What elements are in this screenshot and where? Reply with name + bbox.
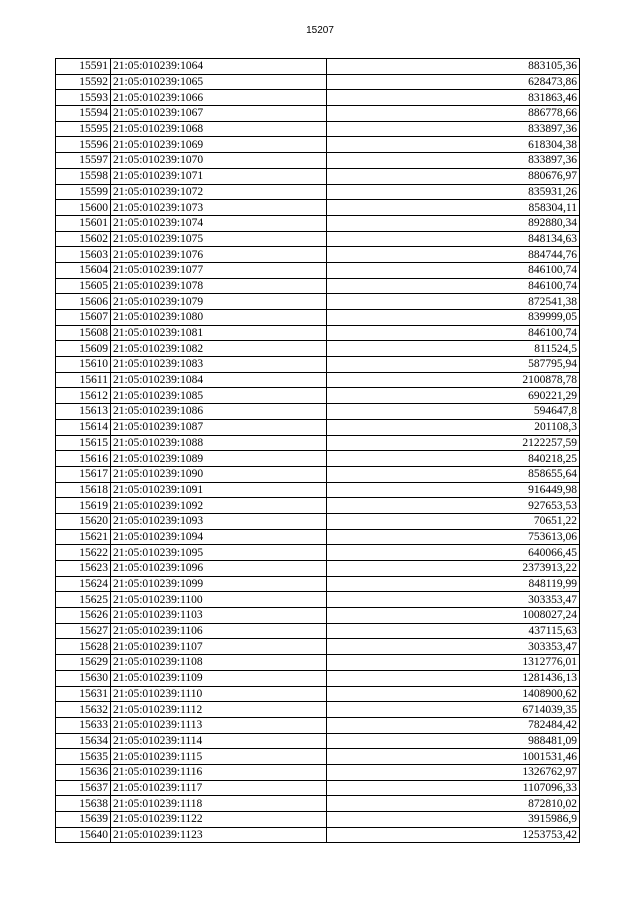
cadastral-number-cell: 21:05:010239:1123: [111, 827, 327, 843]
row-number-cell: 15606: [56, 294, 111, 310]
row-number-cell: 15619: [56, 498, 111, 514]
value-cell: 916449,98: [327, 482, 580, 498]
cadastral-number-cell: 21:05:010239:1114: [111, 733, 327, 749]
table-row: [56, 498, 580, 514]
cadastral-number-cell: 21:05:010239:1110: [111, 686, 327, 702]
value-cell: 640066,45: [327, 545, 580, 561]
table-row: [56, 513, 580, 529]
cadastral-number-cell: 21:05:010239:1100: [111, 592, 327, 608]
cadastral-number-cell: 21:05:010239:1122: [111, 812, 327, 828]
row-number-cell: 15633: [56, 717, 111, 733]
row-number-cell: 15609: [56, 341, 111, 357]
value-cell: 6714039,35: [327, 702, 580, 718]
value-cell: 846100,74: [327, 278, 580, 294]
table-row: [56, 529, 580, 545]
cadastral-number-cell: 21:05:010239:1066: [111, 90, 327, 106]
value-cell: 886778,66: [327, 106, 580, 122]
value-cell: 858655,64: [327, 466, 580, 482]
row-number-cell: 15601: [56, 215, 111, 231]
value-cell: 690221,29: [327, 388, 580, 404]
row-number-cell: 15621: [56, 529, 111, 545]
cadastral-number-cell: 21:05:010239:1077: [111, 262, 327, 278]
value-cell: 833897,36: [327, 121, 580, 137]
cadastral-number-cell: 21:05:010239:1080: [111, 310, 327, 326]
cadastral-number-cell: 21:05:010239:1115: [111, 749, 327, 765]
cadastral-number-cell: 21:05:010239:1099: [111, 576, 327, 592]
row-number-cell: 15635: [56, 749, 111, 765]
table-row: [56, 419, 580, 435]
value-cell: 927653,53: [327, 498, 580, 514]
value-cell: 303353,47: [327, 639, 580, 655]
row-number-cell: 15617: [56, 466, 111, 482]
table-row: [56, 388, 580, 404]
value-cell: 2373913,22: [327, 561, 580, 577]
table-row: [56, 780, 580, 796]
cadastral-number-cell: 21:05:010239:1094: [111, 529, 327, 545]
table-row: [56, 608, 580, 624]
table-row: [56, 733, 580, 749]
value-cell: 618304,38: [327, 137, 580, 153]
row-number-cell: 15618: [56, 482, 111, 498]
row-number-cell: 15594: [56, 106, 111, 122]
value-cell: 753613,06: [327, 529, 580, 545]
row-number-cell: 15630: [56, 670, 111, 686]
row-number-cell: 15623: [56, 561, 111, 577]
table-row: [56, 670, 580, 686]
value-cell: 811524,5: [327, 341, 580, 357]
value-cell: 848119,99: [327, 576, 580, 592]
row-number-cell: 15627: [56, 623, 111, 639]
value-cell: 883105,36: [327, 59, 580, 75]
cadastral-number-cell: 21:05:010239:1087: [111, 419, 327, 435]
value-cell: 846100,74: [327, 325, 580, 341]
table-row: [56, 247, 580, 263]
table-row: [56, 121, 580, 137]
cadastral-number-cell: 21:05:010239:1108: [111, 655, 327, 671]
cadastral-number-cell: 21:05:010239:1088: [111, 435, 327, 451]
row-number-cell: 15613: [56, 404, 111, 420]
value-cell: 70651,22: [327, 513, 580, 529]
cadastral-number-cell: 21:05:010239:1093: [111, 513, 327, 529]
value-cell: 1281436,13: [327, 670, 580, 686]
value-cell: 303353,47: [327, 592, 580, 608]
table-row: [56, 623, 580, 639]
cadastral-number-cell: 21:05:010239:1083: [111, 357, 327, 373]
value-cell: 840218,25: [327, 451, 580, 467]
cadastral-number-cell: 21:05:010239:1067: [111, 106, 327, 122]
row-number-cell: 15631: [56, 686, 111, 702]
value-cell: 3915986,9: [327, 812, 580, 828]
value-cell: 848134,63: [327, 231, 580, 247]
row-number-cell: 15593: [56, 90, 111, 106]
cadastral-number-cell: 21:05:010239:1116: [111, 764, 327, 780]
value-cell: 872541,38: [327, 294, 580, 310]
value-cell: 437115,63: [327, 623, 580, 639]
row-number-cell: 15597: [56, 153, 111, 169]
cadastral-number-cell: 21:05:010239:1070: [111, 153, 327, 169]
cadastral-number-cell: 21:05:010239:1074: [111, 215, 327, 231]
value-cell: 884744,76: [327, 247, 580, 263]
table-row: [56, 561, 580, 577]
table-row: [56, 702, 580, 718]
value-cell: 833897,36: [327, 153, 580, 169]
cadastral-number-cell: 21:05:010239:1071: [111, 168, 327, 184]
table-row: [56, 106, 580, 122]
row-number-cell: 15624: [56, 576, 111, 592]
table-row: [56, 325, 580, 341]
table-row: [56, 262, 580, 278]
row-number-cell: 15632: [56, 702, 111, 718]
table-row: [56, 466, 580, 482]
value-cell: 782484,42: [327, 717, 580, 733]
cadastral-number-cell: 21:05:010239:1064: [111, 59, 327, 75]
row-number-cell: 15607: [56, 310, 111, 326]
row-number-cell: 15611: [56, 372, 111, 388]
table-row: [56, 90, 580, 106]
cadastral-number-cell: 21:05:010239:1089: [111, 451, 327, 467]
value-cell: 839999,05: [327, 310, 580, 326]
table-row: [56, 215, 580, 231]
row-number-cell: 15591: [56, 59, 111, 75]
value-cell: 594647,8: [327, 404, 580, 420]
cadastral-number-cell: 21:05:010239:1073: [111, 200, 327, 216]
value-cell: 1008027,24: [327, 608, 580, 624]
row-number-cell: 15620: [56, 513, 111, 529]
value-cell: 628473,86: [327, 74, 580, 90]
cadastral-number-cell: 21:05:010239:1118: [111, 796, 327, 812]
row-number-cell: 15629: [56, 655, 111, 671]
value-cell: 1312776,01: [327, 655, 580, 671]
table-row: [56, 639, 580, 655]
cadastral-number-cell: 21:05:010239:1085: [111, 388, 327, 404]
table-row: [56, 231, 580, 247]
table-row: [56, 278, 580, 294]
row-number-cell: 15595: [56, 121, 111, 137]
value-cell: 1326762,97: [327, 764, 580, 780]
cadastral-number-cell: 21:05:010239:1076: [111, 247, 327, 263]
value-cell: 1107096,33: [327, 780, 580, 796]
table-row: [56, 717, 580, 733]
value-cell: 835931,26: [327, 184, 580, 200]
row-number-cell: 15625: [56, 592, 111, 608]
row-number-cell: 15634: [56, 733, 111, 749]
row-number-cell: 15596: [56, 137, 111, 153]
cadastral-number-cell: 21:05:010239:1075: [111, 231, 327, 247]
row-number-cell: 15636: [56, 764, 111, 780]
row-number-cell: 15628: [56, 639, 111, 655]
value-cell: 858304,11: [327, 200, 580, 216]
table-row: [56, 137, 580, 153]
value-cell: 831863,46: [327, 90, 580, 106]
value-cell: 846100,74: [327, 262, 580, 278]
table-row: [56, 686, 580, 702]
cadastral-number-cell: 21:05:010239:1078: [111, 278, 327, 294]
value-cell: 1408900,62: [327, 686, 580, 702]
cadastral-number-cell: 21:05:010239:1092: [111, 498, 327, 514]
row-number-cell: 15608: [56, 325, 111, 341]
table-row: [56, 372, 580, 388]
row-number-cell: 15614: [56, 419, 111, 435]
table-row: [56, 184, 580, 200]
cadastral-number-cell: 21:05:010239:1090: [111, 466, 327, 482]
table-row: [56, 74, 580, 90]
cadastral-number-cell: 21:05:010239:1095: [111, 545, 327, 561]
cadastral-number-cell: 21:05:010239:1109: [111, 670, 327, 686]
table-row: [56, 545, 580, 561]
cadastral-number-cell: 21:05:010239:1069: [111, 137, 327, 153]
row-number-cell: 15615: [56, 435, 111, 451]
registry-table: [55, 58, 580, 843]
value-cell: 1253753,42: [327, 827, 580, 843]
row-number-cell: 15640: [56, 827, 111, 843]
table-row: [56, 200, 580, 216]
cadastral-number-cell: 21:05:010239:1086: [111, 404, 327, 420]
cadastral-number-cell: 21:05:010239:1112: [111, 702, 327, 718]
value-cell: 880676,97: [327, 168, 580, 184]
row-number-cell: 15592: [56, 74, 111, 90]
value-cell: 2100878,78: [327, 372, 580, 388]
cadastral-number-cell: 21:05:010239:1072: [111, 184, 327, 200]
table-row: [56, 310, 580, 326]
value-cell: 988481,09: [327, 733, 580, 749]
value-cell: 201108,3: [327, 419, 580, 435]
table-row: [56, 749, 580, 765]
cadastral-number-cell: 21:05:010239:1103: [111, 608, 327, 624]
row-number-cell: 15603: [56, 247, 111, 263]
cadastral-number-cell: 21:05:010239:1084: [111, 372, 327, 388]
cadastral-number-cell: 21:05:010239:1082: [111, 341, 327, 357]
table-row: [56, 168, 580, 184]
row-number-cell: 15626: [56, 608, 111, 624]
page-number: 15207: [306, 25, 334, 36]
cadastral-number-cell: 21:05:010239:1068: [111, 121, 327, 137]
value-cell: 872810,02: [327, 796, 580, 812]
value-cell: 587795,94: [327, 357, 580, 373]
table-row: [56, 357, 580, 373]
row-number-cell: 15598: [56, 168, 111, 184]
table-row: [56, 59, 580, 75]
table-row: [56, 655, 580, 671]
value-cell: 2122257,59: [327, 435, 580, 451]
row-number-cell: 15622: [56, 545, 111, 561]
row-number-cell: 15602: [56, 231, 111, 247]
table-row: [56, 796, 580, 812]
row-number-cell: 15616: [56, 451, 111, 467]
cadastral-number-cell: 21:05:010239:1117: [111, 780, 327, 796]
cadastral-number-cell: 21:05:010239:1107: [111, 639, 327, 655]
cadastral-number-cell: 21:05:010239:1081: [111, 325, 327, 341]
table-row: [56, 153, 580, 169]
table-row: [56, 827, 580, 843]
row-number-cell: 15600: [56, 200, 111, 216]
cadastral-number-cell: 21:05:010239:1113: [111, 717, 327, 733]
row-number-cell: 15604: [56, 262, 111, 278]
table-row: [56, 482, 580, 498]
table-row: [56, 812, 580, 828]
registry-table-body: [56, 59, 580, 843]
cadastral-number-cell: 21:05:010239:1106: [111, 623, 327, 639]
row-number-cell: 15612: [56, 388, 111, 404]
table-row: [56, 404, 580, 420]
table-row: [56, 592, 580, 608]
row-number-cell: 15638: [56, 796, 111, 812]
table-row: [56, 576, 580, 592]
cadastral-number-cell: 21:05:010239:1079: [111, 294, 327, 310]
row-number-cell: 15639: [56, 812, 111, 828]
value-cell: 892880,34: [327, 215, 580, 231]
table-row: [56, 451, 580, 467]
row-number-cell: 15637: [56, 780, 111, 796]
row-number-cell: 15599: [56, 184, 111, 200]
value-cell: 1001531,46: [327, 749, 580, 765]
row-number-cell: 15605: [56, 278, 111, 294]
cadastral-number-cell: 21:05:010239:1096: [111, 561, 327, 577]
cadastral-number-cell: 21:05:010239:1091: [111, 482, 327, 498]
cadastral-number-cell: 21:05:010239:1065: [111, 74, 327, 90]
table-row: [56, 435, 580, 451]
table-row: [56, 294, 580, 310]
table-row: [56, 764, 580, 780]
table-row: [56, 341, 580, 357]
row-number-cell: 15610: [56, 357, 111, 373]
